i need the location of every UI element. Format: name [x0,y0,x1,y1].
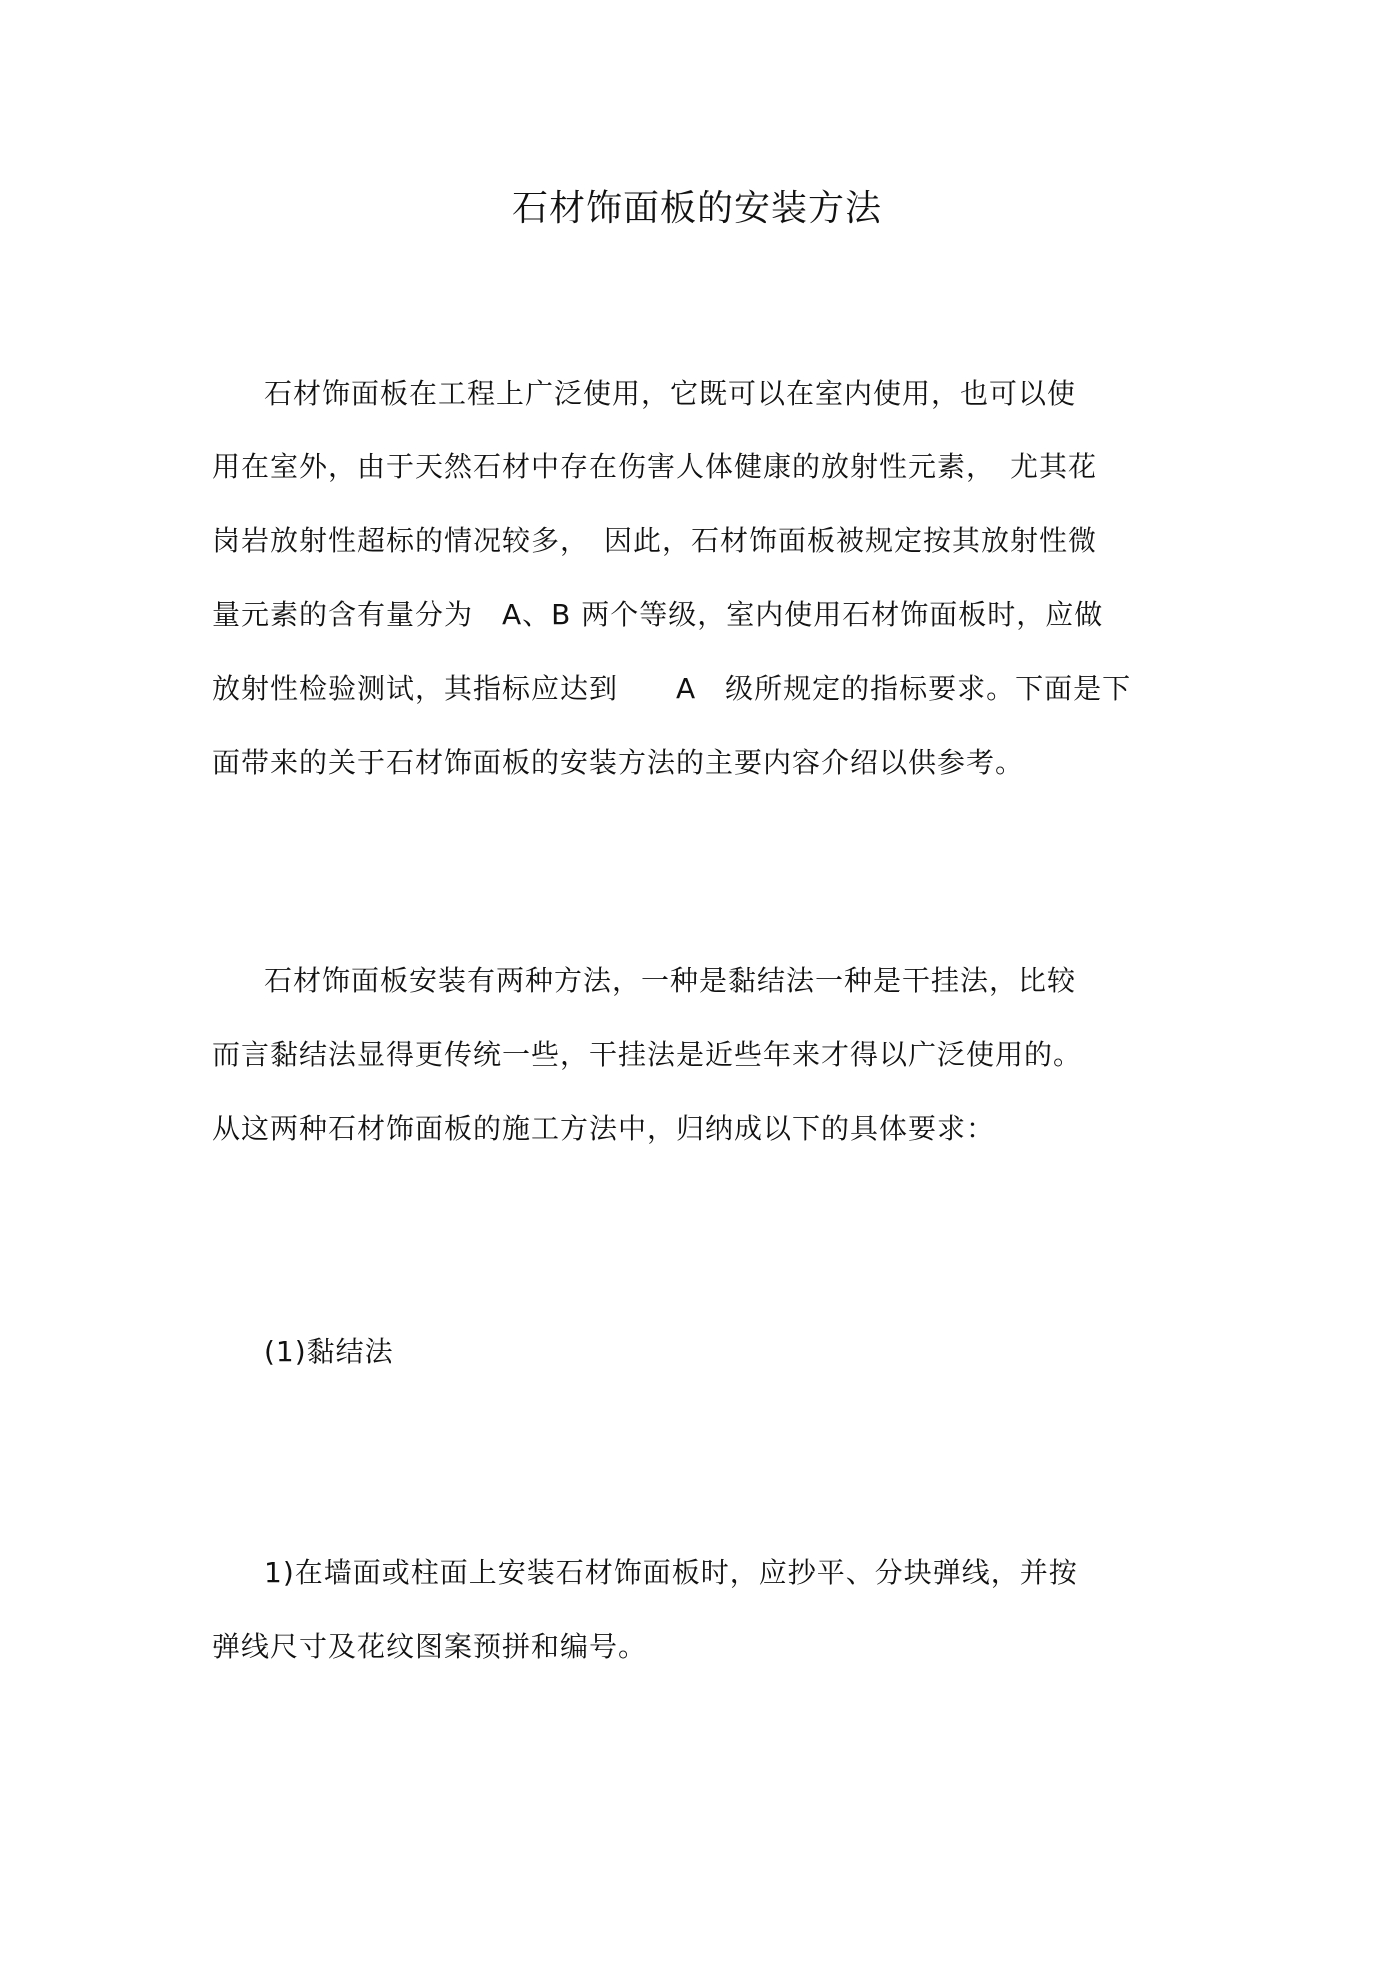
paragraph-2-line-3: 从这两种石材饰面板的施工方法中，归纳成以下的具体要求： [212,1112,996,1145]
paragraph-4-line-2: 弹线尺寸及花纹图案预拼和编号。 [212,1630,648,1663]
paragraph-1-line-3: 岗岩放射性超标的情况较多， 因此，石材饰面板被规定按其放射性微 [212,524,1098,557]
document-title: 石材饰面板的安装方法 [511,188,882,229]
paragraph-2-line-1: 石材饰面板安装有两种方法，一种是黏结法一种是干挂法，比较 [264,964,1077,997]
paragraph-1-line-4: 量元素的含有量分为 A、B 两个等级，室内使用石材饰面板时，应做 [212,598,1104,631]
paragraph-2-line-2: 而言黏结法显得更传统一些，干挂法是近些年来才得以广泛使用的。 [212,1038,1083,1071]
paragraph-1-line-2: 用在室外，由于天然石材中存在伤害人体健康的放射性元素， 尤其花 [212,450,1098,483]
section-heading-1: (1)黏结法 [264,1335,394,1368]
paragraph-1-line-5: 放射性检验测试，其指标应达到 A 级所规定的指标要求。下面是下 [212,672,1132,705]
paragraph-1-line-6: 面带来的关于石材饰面板的安装方法的主要内容介绍以供参考。 [212,746,1025,779]
paragraph-4-line-1: 1)在墙面或柱面上安装石材饰面板时，应抄平、分块弹线，并按 [264,1556,1078,1589]
paragraph-1-line-1: 石材饰面板在工程上广泛使用，它既可以在室内使用，也可以使 [264,377,1077,410]
